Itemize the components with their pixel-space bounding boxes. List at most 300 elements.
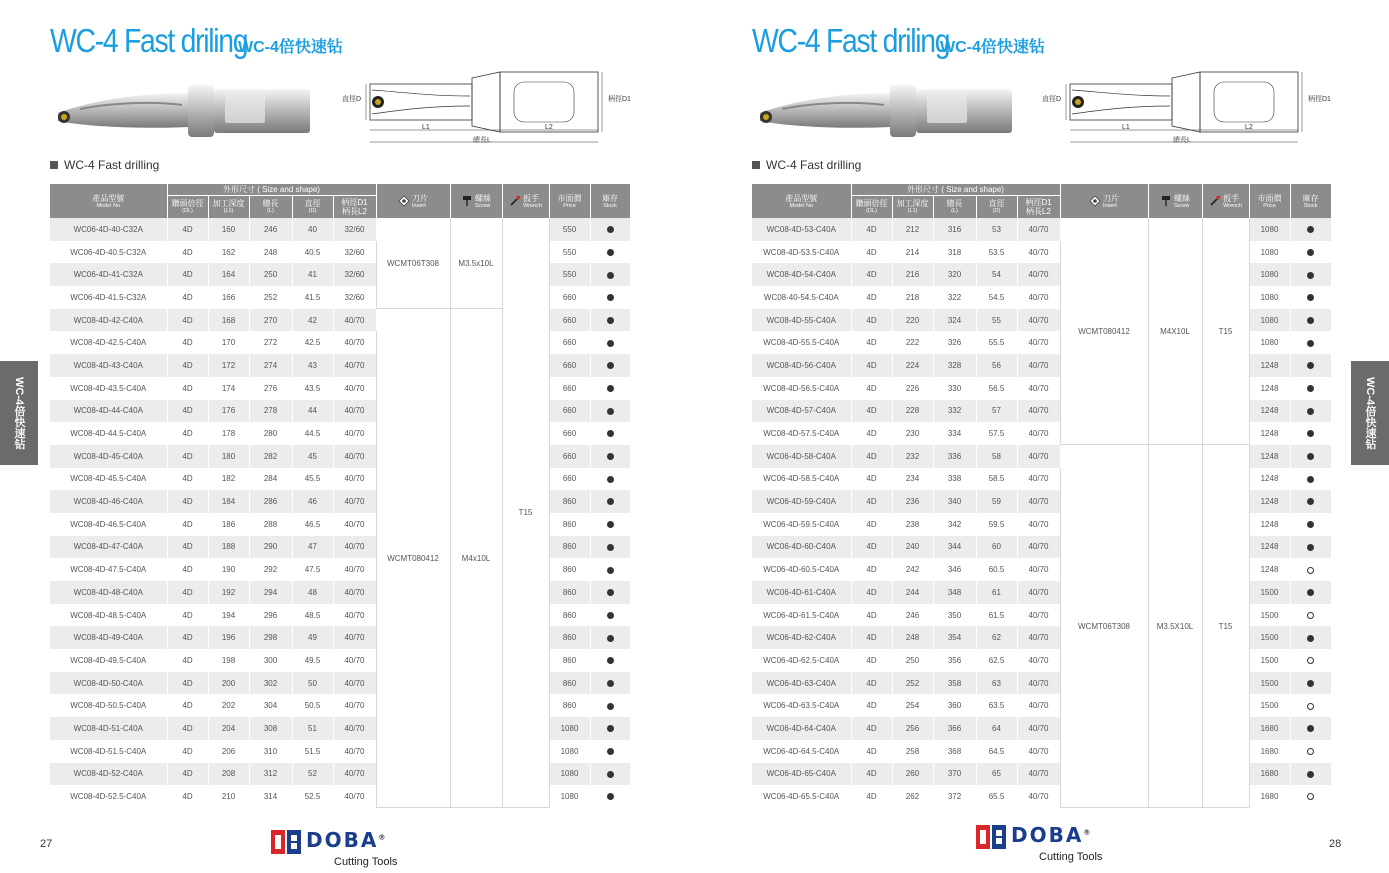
stock-full-icon — [1307, 498, 1314, 505]
col-insert-label: 刀片 — [412, 193, 428, 203]
cell-l1: 234 — [892, 468, 933, 491]
cell-model: WC06-4D-63-C40A — [752, 672, 851, 695]
cell-l1: 230 — [892, 422, 933, 445]
col-wrench-wrap — [503, 194, 549, 209]
col-wrench-label: 扳手 — [523, 193, 540, 203]
screw-icon — [1160, 195, 1172, 207]
stock-full-icon — [1307, 362, 1314, 369]
cell-wrench: T15 — [1202, 218, 1249, 445]
cell-d: 49.5 — [292, 649, 333, 672]
stock-full-icon — [1307, 680, 1314, 687]
cell-price: 550 — [549, 218, 590, 241]
cell-l: 274 — [249, 354, 292, 377]
cell-model: WC08-4D-43-C40A — [50, 354, 167, 377]
cell-d: 41.5 — [292, 286, 333, 309]
col-price-label: 市面價 — [557, 193, 582, 203]
cell-model: WC08-4D-42.5-C40A — [50, 331, 167, 354]
cell-model: WC06-4D-63.5-C40A — [752, 694, 851, 717]
cell-price: 550 — [549, 241, 590, 264]
cell-d: 60.5 — [976, 558, 1017, 581]
cell-l1: 184 — [208, 490, 249, 513]
cell-d: 46.5 — [292, 513, 333, 536]
cell-d: 59 — [976, 490, 1017, 513]
cell-d: 62.5 — [976, 649, 1017, 672]
cell-price: 660 — [549, 400, 590, 423]
cell-dl: 4D — [851, 377, 892, 400]
brand-tagline: Cutting Tools — [334, 856, 398, 868]
cell-dl: 4D — [851, 400, 892, 423]
cell-model: WC08-4D-55-C40A — [752, 309, 851, 332]
side-tab-right[interactable] — [1351, 361, 1389, 465]
cell-model: WC08-4D-55.5-C40A — [752, 331, 851, 354]
stock-full-icon — [607, 771, 614, 778]
cell-price: 1080 — [1249, 331, 1290, 354]
col-wrench-sub: Wrench — [523, 202, 542, 209]
cell-stock — [590, 604, 630, 627]
cell-price: 1080 — [549, 717, 590, 740]
section-heading — [752, 158, 861, 172]
col-screw-sub: Screw — [1174, 202, 1190, 209]
stock-full-icon — [1307, 544, 1314, 551]
cell-l: 360 — [933, 694, 976, 717]
cell-l: 300 — [249, 649, 292, 672]
cell-l1: 222 — [892, 331, 933, 354]
cell-l: 246 — [249, 218, 292, 241]
col-screw-text — [475, 194, 491, 209]
cell-dl: 4D — [167, 672, 208, 695]
cell-stock — [1290, 309, 1331, 332]
stock-full-icon — [607, 521, 614, 528]
col-l-sub: (L) — [951, 208, 958, 215]
col-l — [249, 195, 292, 218]
label-l2: L2 — [1245, 124, 1253, 131]
cell-d: 63 — [976, 672, 1017, 695]
stock-empty-icon — [1307, 793, 1314, 800]
cell-l1: 176 — [208, 400, 249, 423]
cell-l: 366 — [933, 717, 976, 740]
stock-full-icon — [1307, 249, 1314, 256]
cell-dl: 4D — [167, 309, 208, 332]
cell-screw: M3.5x10L — [450, 218, 502, 309]
stock-full-icon — [607, 635, 614, 642]
label-diameter: 直徑D — [342, 96, 362, 103]
cell-dl: 4D — [167, 763, 208, 786]
col-d — [292, 195, 333, 218]
stock-full-icon — [1307, 408, 1314, 415]
cell-price: 1248 — [1249, 468, 1290, 491]
cell-wrench: T15 — [502, 218, 549, 808]
insert-icon — [398, 195, 410, 207]
cell-d: 48 — [292, 581, 333, 604]
cell-model: WC06-4D-58.5-C40A — [752, 468, 851, 491]
cell-l: 322 — [933, 286, 976, 309]
cell-model: WC08-4D-51.5-C40A — [50, 740, 167, 763]
col-model-label: 產品型號 — [92, 193, 125, 203]
cell-l1: 162 — [208, 241, 249, 264]
cell-stock — [590, 422, 630, 445]
cell-model: WC08-4D-53.5-C40A — [752, 241, 851, 264]
col-l1 — [892, 195, 933, 218]
title-en: WC-4 Fast driling — [50, 22, 248, 59]
cell-insert: WCMT06T308 — [1060, 445, 1148, 808]
cell-stock — [1290, 468, 1331, 491]
cell-l1: 174 — [208, 377, 249, 400]
col-stock-sub: Stock — [603, 202, 617, 209]
cell-l: 340 — [933, 490, 976, 513]
cell-dl: 4D — [851, 354, 892, 377]
side-tab-left[interactable] — [0, 361, 38, 465]
cell-model: WC06-4D-41-C32A — [50, 263, 167, 286]
cell-d: 44 — [292, 400, 333, 423]
col-insert-wrap — [377, 194, 450, 209]
cell-dl: 4D — [167, 377, 208, 400]
cell-stock — [590, 241, 630, 264]
cell-model: WC06-4D-41.5-C32A — [50, 286, 167, 309]
cell-dl: 4D — [851, 513, 892, 536]
cell-dl: 4D — [167, 626, 208, 649]
cell-insert: WCMT080412 — [1060, 218, 1148, 445]
stock-empty-icon — [1307, 612, 1314, 619]
page-title — [752, 22, 1045, 60]
cell-d: 50 — [292, 672, 333, 695]
col-insert-sub: Insert — [1103, 202, 1117, 209]
cell-d1-l2: 40/70 — [333, 490, 376, 513]
cell-d: 50.5 — [292, 694, 333, 717]
cell-d: 45 — [292, 445, 333, 468]
cell-dl: 4D — [167, 241, 208, 264]
cell-l: 290 — [249, 536, 292, 559]
cell-dl: 4D — [167, 218, 208, 241]
cell-price: 660 — [549, 309, 590, 332]
cell-price: 1248 — [1249, 354, 1290, 377]
cell-d: 63.5 — [976, 694, 1017, 717]
cell-screw: M4X10L — [1148, 218, 1202, 445]
stock-empty-icon — [1307, 703, 1314, 710]
cell-model: WC08-4D-45.5-C40A — [50, 468, 167, 491]
screw-icon — [461, 195, 473, 207]
cell-d1-l2: 40/70 — [1017, 694, 1060, 717]
cell-l1: 178 — [208, 422, 249, 445]
col-insert — [376, 184, 450, 218]
cell-d1-l2: 40/70 — [333, 649, 376, 672]
cell-l1: 220 — [892, 309, 933, 332]
cell-price: 860 — [549, 513, 590, 536]
cell-l: 346 — [933, 558, 976, 581]
cell-d1-l2: 40/70 — [1017, 468, 1060, 491]
cell-dl: 4D — [851, 717, 892, 740]
cell-dl: 4D — [851, 445, 892, 468]
cell-l: 350 — [933, 604, 976, 627]
cell-price: 1080 — [549, 763, 590, 786]
drill-diagram — [340, 70, 630, 150]
cell-dl: 4D — [167, 286, 208, 309]
cell-dl: 4D — [851, 740, 892, 763]
cell-l: 348 — [933, 581, 976, 604]
col-l1 — [208, 195, 249, 218]
cell-price: 660 — [549, 468, 590, 491]
cell-l1: 164 — [208, 263, 249, 286]
col-screw-wrap — [1149, 194, 1202, 209]
cell-d: 54 — [976, 263, 1017, 286]
cell-stock — [1290, 354, 1331, 377]
cell-d1-l2: 40/70 — [1017, 558, 1060, 581]
page-right — [695, 0, 1389, 873]
cell-l1: 210 — [208, 785, 249, 808]
cell-d1-l2: 32/60 — [333, 241, 376, 264]
col-insert-label: 刀片 — [1103, 193, 1119, 203]
cell-l1: 244 — [892, 581, 933, 604]
wrench-icon — [1209, 195, 1221, 207]
cell-d: 52.5 — [292, 785, 333, 808]
stock-full-icon — [1307, 340, 1314, 347]
cell-d: 43 — [292, 354, 333, 377]
cell-price: 860 — [549, 626, 590, 649]
cell-stock — [590, 672, 630, 695]
cell-dl: 4D — [851, 331, 892, 354]
col-l — [933, 195, 976, 218]
stock-full-icon — [607, 725, 614, 732]
cell-stock — [590, 286, 630, 309]
page-left — [0, 0, 694, 873]
cell-d: 40.5 — [292, 241, 333, 264]
cell-stock — [1290, 400, 1331, 423]
col-price — [1249, 184, 1290, 218]
bullet-square-icon — [752, 161, 760, 169]
cell-d1-l2: 40/70 — [1017, 604, 1060, 627]
cell-price: 1500 — [1249, 581, 1290, 604]
cell-stock — [1290, 717, 1331, 740]
cell-l: 372 — [933, 785, 976, 808]
cell-dl: 4D — [167, 354, 208, 377]
cell-l: 312 — [249, 763, 292, 786]
cell-l1: 252 — [892, 672, 933, 695]
cell-d: 47.5 — [292, 558, 333, 581]
cell-d1-l2: 40/70 — [333, 309, 376, 332]
cell-price: 1080 — [1249, 241, 1290, 264]
cell-model: WC08-40-54.5-C40A — [752, 286, 851, 309]
col-stock — [1290, 184, 1331, 218]
cell-d: 62 — [976, 626, 1017, 649]
cell-l1: 240 — [892, 536, 933, 559]
col-l1-sub: (L1) — [223, 208, 234, 215]
cell-price: 1500 — [1249, 649, 1290, 672]
cell-l1: 182 — [208, 468, 249, 491]
table-row — [752, 445, 1331, 468]
cell-price: 860 — [549, 604, 590, 627]
cell-d1-l2: 40/70 — [1017, 218, 1060, 241]
col-price-sub: Price — [1263, 202, 1276, 209]
brand-name: DOBA® — [1011, 823, 1093, 847]
cell-l: 304 — [249, 694, 292, 717]
col-d-label: 直徑 — [304, 199, 321, 209]
label-diameter: 直徑D — [1042, 96, 1062, 103]
col-model — [752, 184, 851, 218]
stock-full-icon — [607, 703, 614, 710]
cell-l1: 228 — [892, 400, 933, 423]
cell-stock — [1290, 263, 1331, 286]
cell-model: WC06-4D-61-C40A — [752, 581, 851, 604]
cell-d: 58 — [976, 445, 1017, 468]
cell-price: 1680 — [1249, 717, 1290, 740]
doba-emblem-icon — [270, 828, 304, 856]
brand-logo-left — [270, 828, 410, 873]
cell-dl: 4D — [851, 309, 892, 332]
col-l-label: 總長 — [262, 199, 279, 209]
cell-model: WC08-4D-46-C40A — [50, 490, 167, 513]
cell-d1-l2: 40/70 — [1017, 445, 1060, 468]
col-wrench — [1202, 184, 1249, 218]
cell-l: 316 — [933, 218, 976, 241]
col-dl-label: 鑽頭倍徑 — [855, 199, 888, 209]
cell-l1: 168 — [208, 309, 249, 332]
cell-d1-l2: 40/70 — [333, 717, 376, 740]
side-tab-label: WC-4倍快速钻 — [1364, 376, 1376, 450]
cell-l: 294 — [249, 581, 292, 604]
stock-empty-icon — [1307, 657, 1314, 664]
cell-d: 54.5 — [976, 286, 1017, 309]
cell-l: 344 — [933, 536, 976, 559]
cell-stock — [1290, 513, 1331, 536]
cell-dl: 4D — [851, 785, 892, 808]
cell-model: WC08-4D-54-C40A — [752, 263, 851, 286]
cell-model: WC06-4D-60.5-C40A — [752, 558, 851, 581]
cell-d: 64 — [976, 717, 1017, 740]
cell-d1-l2: 40/70 — [1017, 626, 1060, 649]
cell-d: 45.5 — [292, 468, 333, 491]
cell-price: 1248 — [1249, 536, 1290, 559]
stock-full-icon — [607, 272, 614, 279]
cell-price: 1080 — [1249, 263, 1290, 286]
cell-model: WC08-4D-49-C40A — [50, 626, 167, 649]
cell-dl: 4D — [851, 241, 892, 264]
cell-l: 324 — [933, 309, 976, 332]
drill-photo — [50, 75, 320, 145]
cell-d1-l2: 40/70 — [333, 468, 376, 491]
cell-model: WC08-4D-50-C40A — [50, 672, 167, 695]
cell-price: 1248 — [1249, 445, 1290, 468]
cell-l1: 218 — [892, 286, 933, 309]
cell-l1: 258 — [892, 740, 933, 763]
stock-full-icon — [607, 226, 614, 233]
cell-stock — [1290, 694, 1331, 717]
cell-price: 660 — [549, 445, 590, 468]
cell-dl: 4D — [167, 740, 208, 763]
cell-dl: 4D — [851, 490, 892, 513]
cell-stock — [1290, 377, 1331, 400]
cell-l: 284 — [249, 468, 292, 491]
cell-model: WC06-4D-40.5-C32A — [50, 241, 167, 264]
cell-d: 42 — [292, 309, 333, 332]
cell-stock — [1290, 536, 1331, 559]
cell-price: 860 — [549, 581, 590, 604]
cell-l1: 236 — [892, 490, 933, 513]
cell-stock — [1290, 785, 1331, 808]
stock-full-icon — [1307, 521, 1314, 528]
cell-d1-l2: 40/70 — [333, 400, 376, 423]
cell-dl: 4D — [167, 468, 208, 491]
col-model-sub: Model No — [96, 202, 121, 209]
stock-full-icon — [607, 476, 614, 483]
cell-l: 286 — [249, 490, 292, 513]
cell-price: 1080 — [1249, 218, 1290, 241]
cell-stock — [590, 331, 630, 354]
stock-full-icon — [607, 793, 614, 800]
cell-l1: 212 — [892, 218, 933, 241]
cell-stock — [1290, 672, 1331, 695]
cell-l: 276 — [249, 377, 292, 400]
cell-d1-l2: 40/70 — [333, 513, 376, 536]
label-shank-diameter: 柄徑D1 — [1308, 96, 1331, 103]
cell-dl: 4D — [167, 785, 208, 808]
cell-l1: 194 — [208, 604, 249, 627]
col-d1-l2 — [333, 195, 376, 218]
cell-l: 356 — [933, 649, 976, 672]
cell-dl: 4D — [167, 536, 208, 559]
cell-price: 860 — [549, 490, 590, 513]
cell-stock — [590, 763, 630, 786]
cell-l: 288 — [249, 513, 292, 536]
stock-full-icon — [607, 294, 614, 301]
cell-l: 370 — [933, 763, 976, 786]
col-dl — [167, 195, 208, 218]
cell-stock — [590, 309, 630, 332]
spec-table-right — [752, 184, 1332, 808]
cell-d1-l2: 40/70 — [1017, 309, 1060, 332]
cell-model: WC06-4D-64-C40A — [752, 717, 851, 740]
cell-stock — [590, 354, 630, 377]
cell-d: 56 — [976, 354, 1017, 377]
col-model — [50, 184, 167, 218]
cell-d1-l2: 40/70 — [1017, 241, 1060, 264]
cell-price: 660 — [549, 377, 590, 400]
stock-full-icon — [1307, 385, 1314, 392]
cell-l: 308 — [249, 717, 292, 740]
cell-model: WC08-4D-46.5-C40A — [50, 513, 167, 536]
col-price-label: 市面價 — [1257, 193, 1282, 203]
cell-price: 550 — [549, 263, 590, 286]
stock-full-icon — [1307, 476, 1314, 483]
cell-l1: 172 — [208, 354, 249, 377]
cell-price: 660 — [549, 331, 590, 354]
col-insert-text — [412, 194, 428, 209]
cell-d: 41 — [292, 263, 333, 286]
cell-stock — [590, 785, 630, 808]
cell-screw: M3.5X10L — [1148, 445, 1202, 808]
cell-l: 248 — [249, 241, 292, 264]
cell-dl: 4D — [851, 649, 892, 672]
cell-l: 332 — [933, 400, 976, 423]
cell-model: WC06-4D-62-C40A — [752, 626, 851, 649]
cell-dl: 4D — [851, 763, 892, 786]
cell-price: 1080 — [549, 785, 590, 808]
cell-d1-l2: 40/70 — [1017, 672, 1060, 695]
cell-stock — [590, 649, 630, 672]
cell-dl: 4D — [167, 400, 208, 423]
col-l1-sub: (L1) — [907, 208, 918, 215]
cell-stock — [590, 513, 630, 536]
cell-price: 1500 — [1249, 672, 1290, 695]
stock-empty-icon — [1307, 748, 1314, 755]
cell-d1-l2: 32/60 — [333, 263, 376, 286]
col-price-sub: Price — [563, 202, 576, 209]
label-l2: L2 — [545, 124, 553, 131]
cell-l1: 200 — [208, 672, 249, 695]
cell-stock — [1290, 286, 1331, 309]
label-l1: L1 — [1122, 124, 1130, 131]
cell-model: WC06-4D-64.5-C40A — [752, 740, 851, 763]
cell-d1-l2: 40/70 — [333, 740, 376, 763]
page-number-right: 28 — [1329, 838, 1342, 850]
